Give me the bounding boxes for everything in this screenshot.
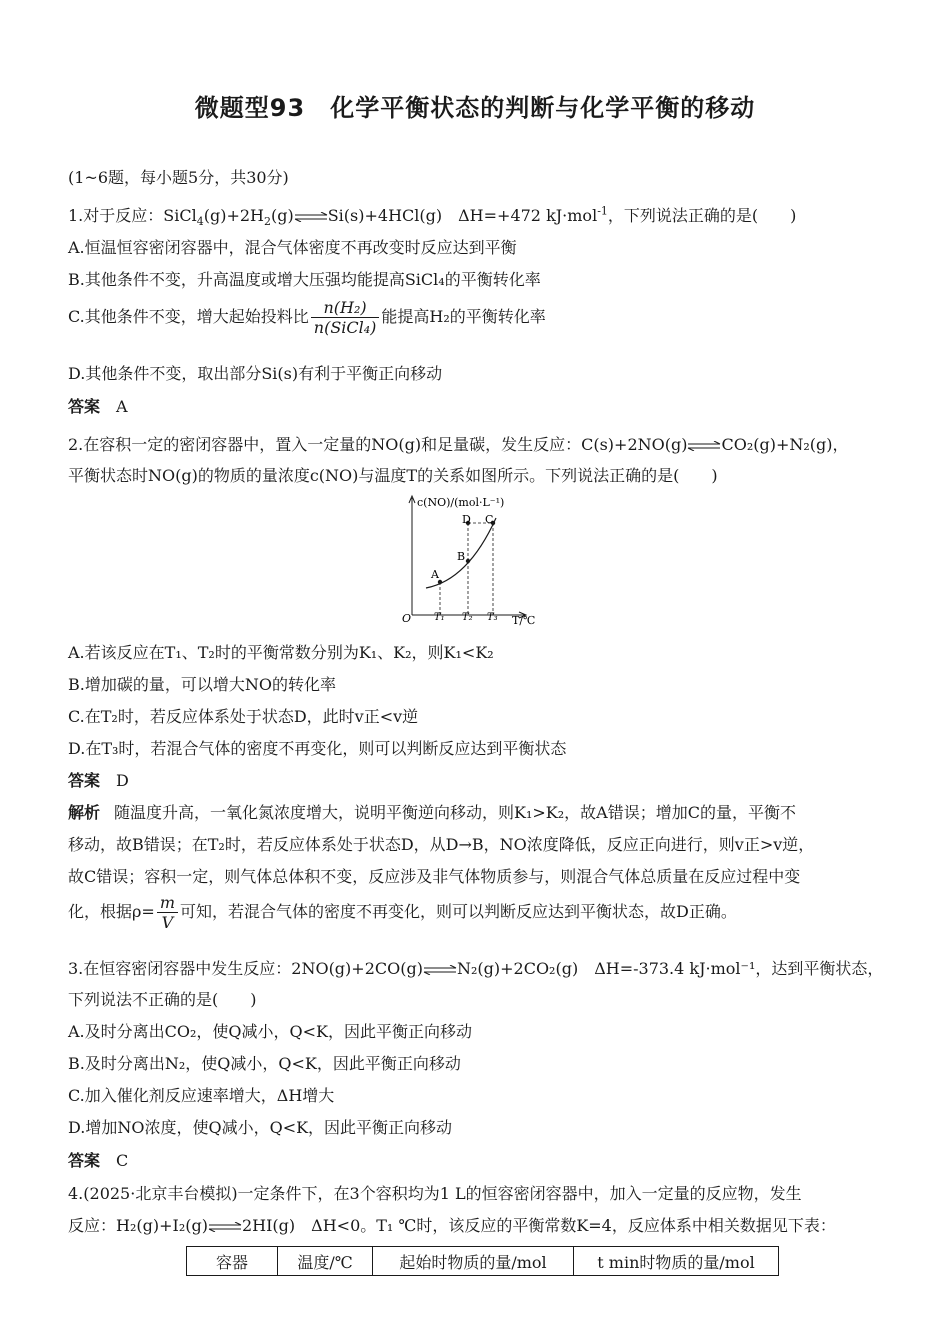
density-fraction: $\frac{m}{V}$ [157, 893, 178, 932]
q4-stem-line1: 4.(2025·北京丰台模拟)一定条件下，在3个容积均为1 L的恒容密闭容器中，加入一定量的反应物，发生 [68, 1184, 802, 1203]
q3-option-b: B.及时分离出N₂，使Q减小，Q<K，因此平衡正向移动 [68, 1054, 461, 1073]
q1-option-d: D.其他条件不变，取出部分Si(s)有利于平衡正向移动 [68, 364, 443, 383]
q1-answer: 答案 A [68, 397, 128, 416]
equilibrium-arrow-icon [687, 441, 721, 451]
q3-option-d: D.增加NO浓度，使Q减小，Q<K，因此平衡正向移动 [68, 1118, 453, 1137]
q1-option-b: B.其他条件不变，升高温度或增大压强均能提高SiCl₄的平衡转化率 [68, 270, 541, 289]
tick-t1: T₁ [434, 612, 445, 623]
q2-explanation-line4: 化，根据ρ= $\frac{m}{V}$ 可知，若混合气体的密度不再变化，则可以判断反应达到平衡状态，故D正确。 [68, 893, 737, 932]
q3-option-a: A.及时分离出CO₂，使Q减小，Q<K，因此平衡正向移动 [68, 1022, 473, 1041]
point-c-label: C [485, 513, 494, 526]
q2-explanation-line2: 移动，故B错误；在T₂时，若反应体系处于状态D，从D→B，NO浓度降低，反应正向进行，则v正>v逆， [68, 835, 815, 854]
tick-t2: T₂ [462, 612, 473, 623]
table-header-cell: 起始时物质的量/mol [373, 1247, 574, 1276]
q2-option-d: D.在T₃时，若混合气体的密度不再变化，则可以判断反应达到平衡状态 [68, 739, 567, 758]
q2-explanation-line1: 解析 随温度升高，一氧化氮浓度增大，说明平衡逆向移动，则K₁>K₂，故A错误；增加C的量，平衡不 [68, 803, 796, 822]
table-header-cell: 温度/℃ [278, 1247, 373, 1276]
q1-option-c: C.其他条件不变，增大起始投料比 $\frac{\text{n(H₂)}}{\text{n(SiCl₄)}}$ 能提高H₂的平衡转化率 [68, 298, 546, 337]
tick-t3: T₃ [487, 612, 498, 623]
y-axis-label: c(NO)/(mol·L⁻¹) [417, 496, 505, 509]
equilibrium-arrow-icon [294, 212, 328, 222]
q3-answer: 答案 C [68, 1151, 129, 1170]
intro-text: (1~6题，每小题5分，共30分) [68, 168, 289, 187]
q4-data-table [186, 1246, 779, 1276]
q2-option-a: A.若该反应在T₁、T₂时的平衡常数分别为K₁、K₂，则K₁<K₂ [68, 643, 494, 662]
ratio-fraction: $\frac{\text{n(H₂)}}{\text{n(SiCl₄)}}$ [311, 298, 380, 337]
q1-stem: 1.对于反应：$SiCl_4(g)+2H_2(g)$ Si(s)+4HCl(g) ΔH=+472 kJ·mol$^{-1}$，下列说法正确的是( ) [68, 204, 797, 229]
q4-stem-line2: 反应：H₂(g)+I₂(g) 2HI(g) ΔH<0。T₁ ℃时，该反应的平衡常数K=4，反应体系中相关数据见下表： [68, 1216, 836, 1235]
q2-explanation-line3: 故C错误；容积一定，则气体总体积不变，反应涉及非气体物质参与，则混合气体总质量在反应过程中变 [68, 867, 801, 886]
q2-stem-line2: 平衡状态时NO(g)的物质的量浓度c(NO)与温度T的关系如图所示。下列说法正确的是( ) [68, 466, 718, 485]
q2-stem-line1: 2.在容积一定的密闭容器中，置入一定量的NO(g)和足量碳，发生反应：C(s)+2NO(g) CO₂(g)+N₂(g)， [68, 435, 849, 454]
concentration-temperature-graph [398, 490, 558, 630]
x-axis-label: T/℃ [512, 614, 536, 627]
q2-answer: 答案 D [68, 771, 129, 790]
q3-stem-line2: 下列说法不正确的是( ) [68, 990, 257, 1009]
q3-stem-line1: 3.在恒容密闭容器中发生反应：2NO(g)+2CO(g) N₂(g)+2CO₂(g) ΔH=-373.4 kJ·mol⁻¹，达到平衡状态， [68, 959, 884, 978]
q2-option-c: C.在T₂时，若反应体系处于状态D，此时v正<v逆 [68, 707, 419, 726]
page-title: 微题型93 化学平衡状态的判断与化学平衡的移动 [194, 94, 756, 122]
table-header-cell: t min时物质的量/mol [574, 1247, 779, 1276]
table-header-cell: 容器 [187, 1247, 278, 1276]
table-header-row [187, 1247, 779, 1276]
equilibrium-arrow-icon [208, 1222, 242, 1232]
point-b [466, 559, 470, 563]
origin-label: O [402, 612, 412, 625]
q1-option-a: A.恒温恒容密闭容器中，混合气体密度不再改变时反应达到平衡 [68, 238, 517, 257]
point-a-label: A [431, 568, 439, 581]
point-d-label: D [462, 513, 471, 526]
equilibrium-arrow-icon [423, 965, 457, 975]
point-b-label: B [457, 550, 466, 563]
q2-option-b: B.增加碳的量，可以增大NO的转化率 [68, 675, 336, 694]
q3-option-c: C.加入催化剂反应速率增大，ΔH增大 [68, 1086, 335, 1105]
